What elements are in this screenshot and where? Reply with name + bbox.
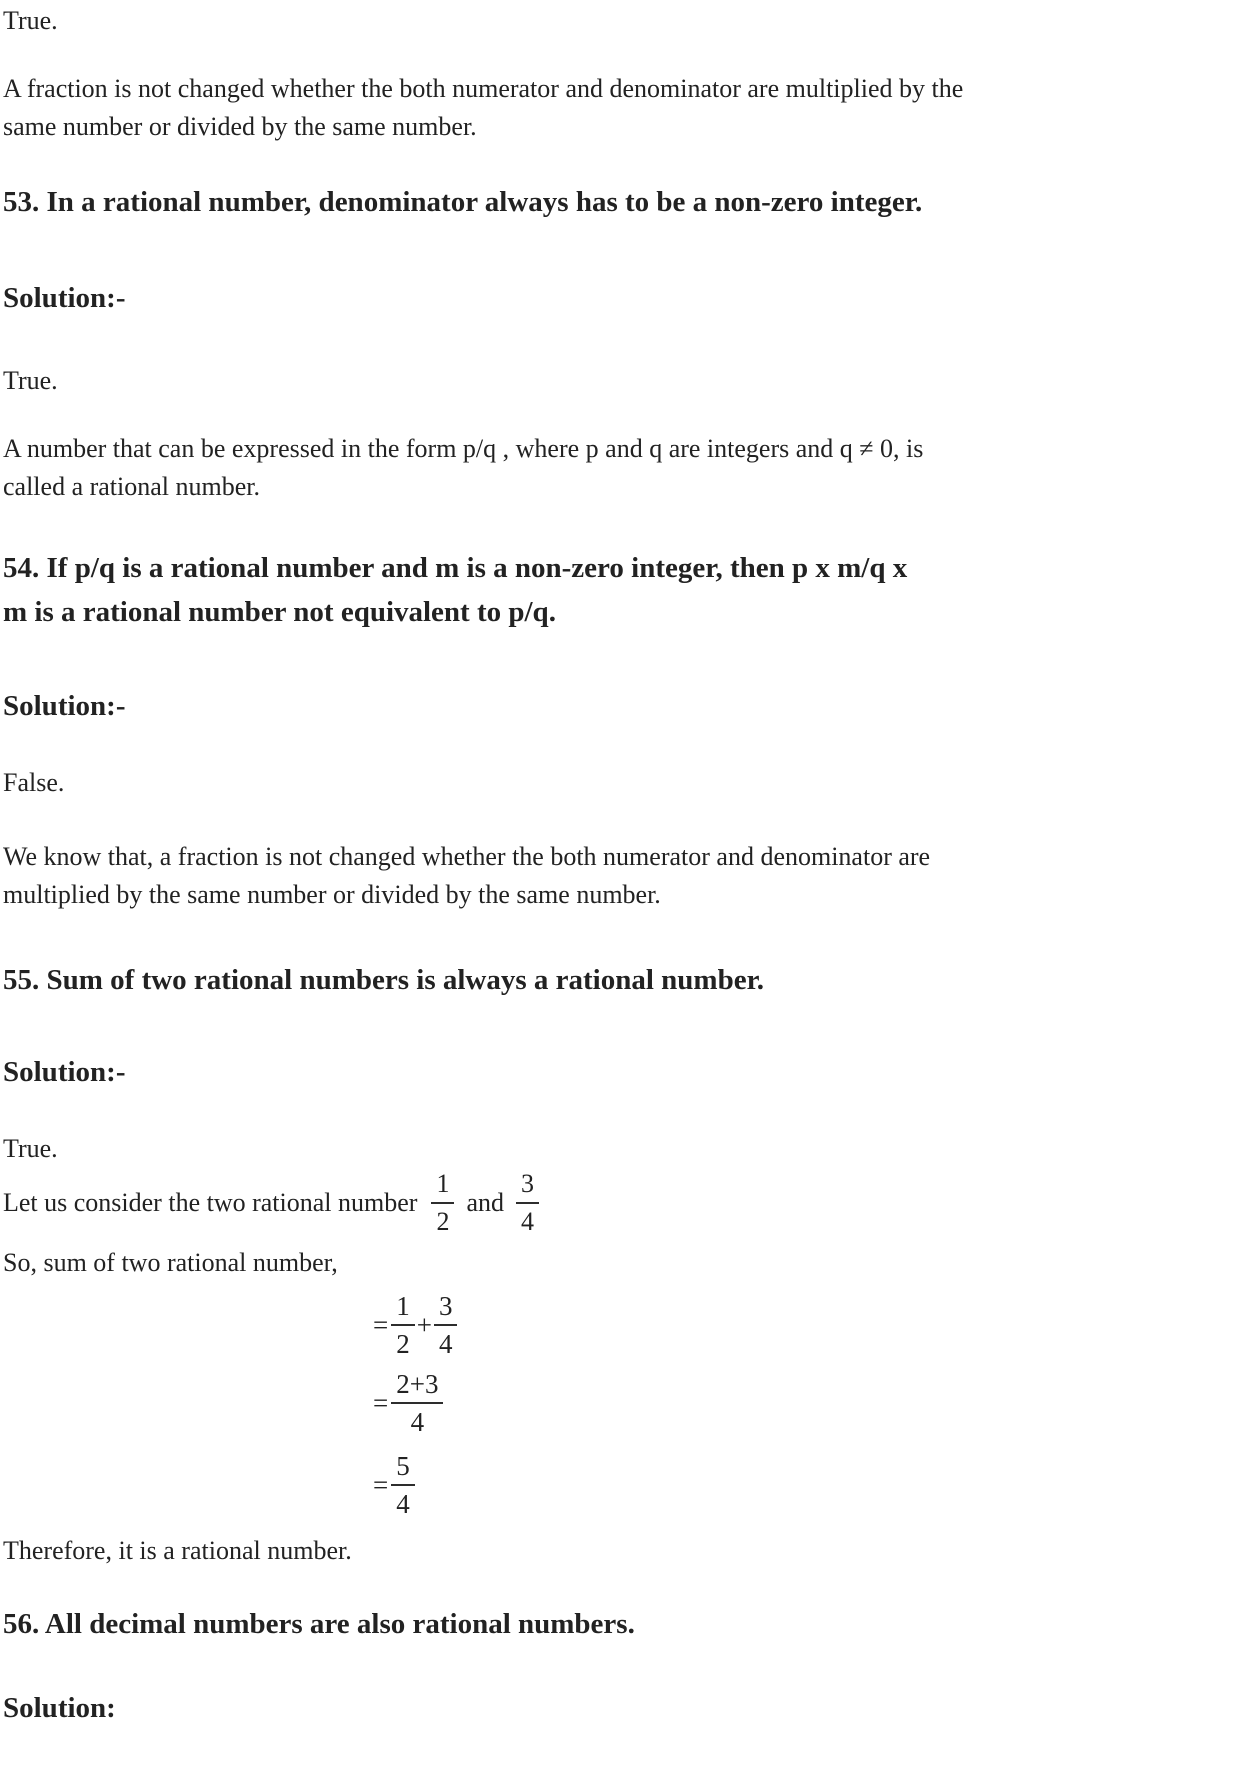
fraction-numerator: 5 — [391, 1450, 415, 1486]
fraction-denominator: 2 — [396, 1329, 410, 1359]
fraction-numerator: 3 — [434, 1290, 458, 1326]
fraction-denominator: 4 — [521, 1207, 534, 1236]
fraction-three-quarters — [516, 1168, 539, 1238]
paragraph-line: same number or divided by the same number. — [3, 112, 477, 141]
consider-line — [3, 1168, 1231, 1238]
paragraph-line: We know that, a fraction is not changed whether the both numerator and denominator are — [3, 842, 931, 871]
fraction-sum — [391, 1368, 443, 1438]
fraction-result — [391, 1450, 415, 1520]
intro-paragraph — [3, 70, 1231, 146]
question-53-explanation — [3, 430, 1231, 506]
fraction-numerator: 1 — [431, 1168, 454, 1204]
question-54-heading — [3, 546, 1231, 634]
solution-label: Solution:- — [3, 1056, 126, 1088]
solution-label: Solution: — [3, 1692, 116, 1724]
equation-step-2 — [373, 1368, 1231, 1438]
fraction-denominator: 4 — [410, 1407, 425, 1437]
sum-intro-line: So, sum of two rational number, — [3, 1248, 338, 1277]
and-word: and — [466, 1188, 504, 1217]
paragraph-line: called a rational number. — [3, 472, 261, 501]
question-53-answer: True. — [3, 366, 58, 395]
intro-answer: True. — [3, 6, 58, 35]
paragraph-line: A number that can be expressed in the form p/q , where p and q are integers and q ≠ 0, is — [3, 434, 924, 463]
fraction-denominator: 4 — [438, 1329, 453, 1359]
plus-sign: + — [416, 1309, 432, 1340]
fraction-numerator: 2+3 — [391, 1368, 443, 1404]
equals-sign: = — [373, 1387, 389, 1418]
equals-sign: = — [373, 1469, 389, 1500]
fraction-denominator: 2 — [436, 1207, 450, 1236]
heading-line: m is a rational number not equivalent to p/q. — [3, 596, 556, 628]
fraction-one-half — [431, 1168, 454, 1238]
question-54-answer: False. — [3, 768, 65, 797]
heading-line: 54. If p/q is a rational number and m is a non-zero integer, then p x m/q x — [3, 552, 908, 584]
paragraph-line: A fraction is not changed whether the both numerator and denominator are multiplied by the — [3, 74, 964, 103]
fraction-denominator: 4 — [396, 1489, 410, 1519]
fraction-one-half — [391, 1290, 415, 1360]
equation-step-3 — [373, 1450, 1231, 1520]
paragraph-line: multiplied by the same number or divided by the same number. — [3, 880, 661, 909]
equation-step-1 — [373, 1290, 1231, 1360]
question-53-heading: 53. In a rational number, denominator always has to be a non-zero integer. — [3, 186, 923, 218]
solution-label: Solution:- — [3, 282, 126, 314]
fraction-numerator: 3 — [516, 1168, 539, 1204]
question-55-answer: True. — [3, 1134, 58, 1163]
fraction-three-quarters — [434, 1290, 458, 1360]
therefore-line: Therefore, it is a rational number. — [3, 1536, 352, 1565]
solution-label: Solution:- — [3, 690, 126, 722]
consider-text: Let us consider the two rational number — [3, 1188, 418, 1217]
equals-sign: = — [373, 1309, 389, 1340]
question-55-heading: 55. Sum of two rational numbers is always a rational number. — [3, 964, 765, 996]
question-56-heading: 56. All decimal numbers are also rational numbers. — [3, 1608, 635, 1640]
fraction-numerator: 1 — [391, 1290, 415, 1326]
question-54-explanation — [3, 838, 1231, 914]
